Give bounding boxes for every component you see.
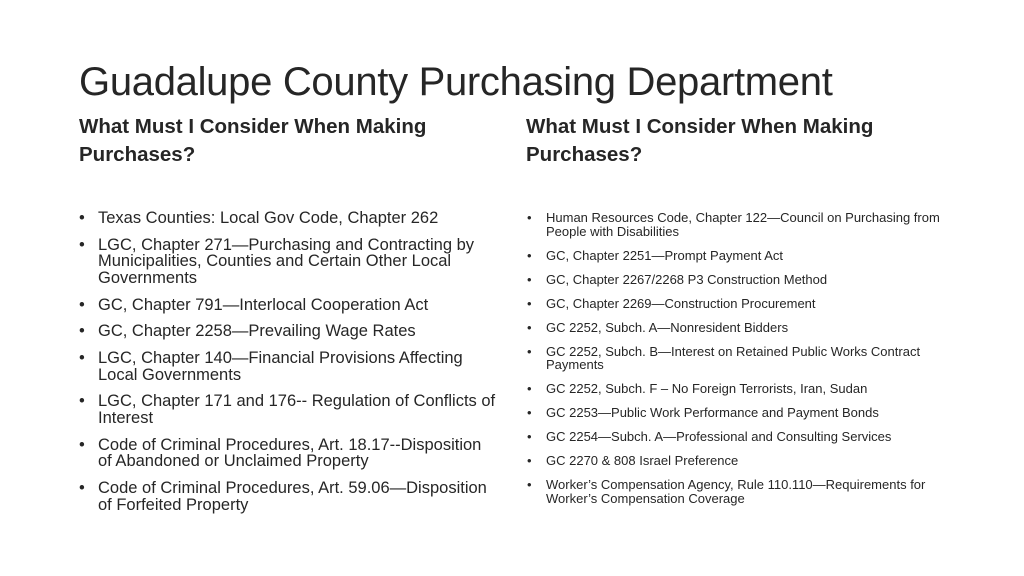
list-item: • GC 2252, Subch. F – No Foreign Terrorists, Iran, Sudan [527, 382, 957, 396]
left-bullet-list [79, 210, 499, 523]
list-item: • GC 2254—Subch. A—Professional and Consulting Services [527, 430, 957, 444]
list-item: • Human Resources Code, Chapter 122—Council on Purchasing from People with Disabilities [527, 211, 957, 238]
list-item: • LGC, Chapter 171 and 176-- Regulation of Conflicts of Interest [79, 393, 499, 426]
list-item: • GC 2270 & 808 Israel Preference [527, 454, 957, 468]
list-item: • GC, Chapter 2269—Construction Procurement [527, 297, 957, 311]
list-item: • LGC, Chapter 140—Financial Provisions Affecting Local Governments [79, 350, 499, 383]
left-column-heading: What Must I Consider When Making Purchases? [79, 115, 427, 166]
right-column-heading: What Must I Consider When Making Purchases? [526, 115, 874, 166]
slide-title: Guadalupe County Purchasing Department [79, 60, 833, 104]
list-item: • Texas Counties: Local Gov Code, Chapter 262 [79, 210, 499, 227]
list-item: • LGC, Chapter 271—Purchasing and Contracting by Municipalities, Counties and Certain Other Local Governments [79, 237, 499, 287]
list-item: • GC, Chapter 2251—Prompt Payment Act [527, 249, 957, 263]
list-item: • GC 2252, Subch. B—Interest on Retained Public Works Contract Payments [527, 345, 957, 372]
list-item: • GC 2252, Subch. A—Nonresident Bidders [527, 321, 957, 335]
list-item: • Code of Criminal Procedures, Art. 59.06—Disposition of Forfeited Property [79, 480, 499, 513]
list-item: • GC, Chapter 2267/2268 P3 Construction Method [527, 273, 957, 287]
right-bullet-list [527, 211, 957, 516]
list-item: • GC, Chapter 2258—Prevailing Wage Rates [79, 323, 499, 340]
list-item: • GC 2253—Public Work Performance and Payment Bonds [527, 406, 957, 420]
list-item: • GC, Chapter 791—Interlocal Cooperation Act [79, 297, 499, 314]
list-item: • Code of Criminal Procedures, Art. 18.17--Disposition of Abandoned or Unclaimed Property [79, 437, 499, 470]
list-item: • Worker’s Compensation Agency, Rule 110.110—Requirements for Worker’s Compensation Coverage [527, 478, 957, 505]
